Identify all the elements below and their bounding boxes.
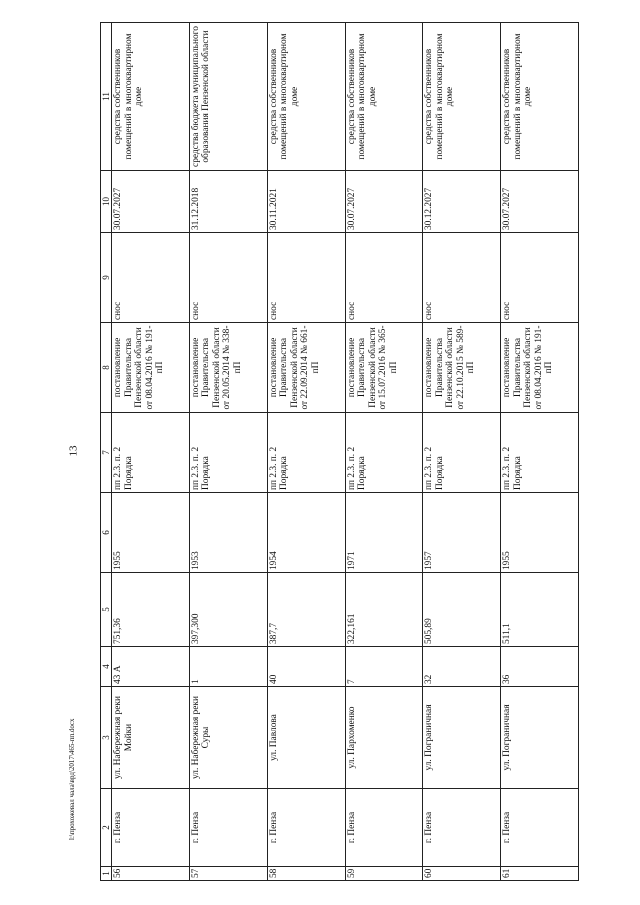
header-cell: 3 — [101, 687, 112, 789]
cell-city: г. Пенза — [189, 789, 267, 867]
table-row — [423, 23, 501, 881]
cell-city: г. Пенза — [112, 789, 190, 867]
cell-street: ул. Павлова — [267, 687, 345, 789]
table-row — [501, 23, 579, 881]
header-cell: 6 — [101, 493, 112, 573]
housing-table — [100, 22, 579, 881]
header-cell: 5 — [101, 573, 112, 647]
cell-funding: средства бюджета муниципального образования Пензенской области — [189, 23, 267, 171]
header-cell: 4 — [101, 647, 112, 687]
cell-decree: постановление Правительства Пензенской области от 22.10.2015 № 589-пП — [423, 323, 501, 413]
cell-funding: средства собственников помещений в многоквартирном доме — [423, 23, 501, 171]
cell-house: 36 — [501, 647, 579, 687]
cell-area: 322,161 — [345, 573, 423, 647]
header-cell: 8 — [101, 323, 112, 413]
cell-index: 57 — [189, 867, 267, 881]
cell-area: 511,1 — [501, 573, 579, 647]
cell-decree: постановление Правительства Пензенской области от 20.05.2014 № 338-пП — [189, 323, 267, 413]
header-cell: 7 — [101, 413, 112, 493]
cell-street: ул. Набережная реки Суры — [189, 687, 267, 789]
cell-index: 58 — [267, 867, 345, 881]
cell-date: 30.07.2027 — [501, 171, 579, 233]
cell-date: 30.07.2027 — [345, 171, 423, 233]
cell-year: 1954 — [267, 493, 345, 573]
cell-funding: средства собственников помещений в многоквартирном доме — [501, 23, 579, 171]
cell-funding: средства собственников помещений в многоквартирном доме — [267, 23, 345, 171]
header-cell: 11 — [101, 23, 112, 171]
cell-street: ул. Пограничная — [423, 687, 501, 789]
cell-city: г. Пенза — [345, 789, 423, 867]
cell-house: 40 — [267, 647, 345, 687]
cell-index: 61 — [501, 867, 579, 881]
cell-action: снос — [345, 233, 423, 323]
cell-house: 7 — [345, 647, 423, 687]
cell-funding: средства собственников помещений в многоквартирном доме — [345, 23, 423, 171]
cell-city: г. Пенза — [501, 789, 579, 867]
cell-basis: пп 2.3. п. 2 Порядка — [267, 413, 345, 493]
cell-year: 1955 — [501, 493, 579, 573]
cell-house: 32 — [423, 647, 501, 687]
cell-year: 1955 — [112, 493, 190, 573]
header-cell: 1 — [101, 867, 112, 881]
cell-index: 56 — [112, 867, 190, 881]
cell-action: снос — [267, 233, 345, 323]
cell-basis: пп 2.3. п. 2 Порядка — [501, 413, 579, 493]
cell-index: 59 — [345, 867, 423, 881]
table-row — [345, 23, 423, 881]
cell-action: снос — [189, 233, 267, 323]
cell-date: 30.11.2021 — [267, 171, 345, 233]
cell-action: снос — [501, 233, 579, 323]
cell-street: ул. Пограничная — [501, 687, 579, 789]
cell-house: 43 А — [112, 647, 190, 687]
cell-decree: постановление Правительства Пензенской области от 08.04.2016 № 191-пП — [501, 323, 579, 413]
cell-basis: пп 2.3. п. 2 Порядка — [345, 413, 423, 493]
header-cell: 2 — [101, 789, 112, 867]
cell-area: 505,89 — [423, 573, 501, 647]
cell-decree: постановление Правительства Пензенской области от 22.09.2014 № 661-пП — [267, 323, 345, 413]
cell-action: снос — [423, 233, 501, 323]
cell-year: 1957 — [423, 493, 501, 573]
cell-index: 60 — [423, 867, 501, 881]
cell-basis: пп 2.3. п. 2 Порядка — [423, 413, 501, 493]
cell-street: ул. Набережная реки Мойки — [112, 687, 190, 789]
cell-basis: пп 2.3. п. 2 Порядка — [112, 413, 190, 493]
document-table-wrapper — [100, 23, 579, 881]
cell-date: 30.07.2027 — [112, 171, 190, 233]
cell-date: 30.12.2027 — [423, 171, 501, 233]
table-row — [267, 23, 345, 881]
page-number: 13 — [67, 445, 80, 457]
cell-decree: постановление Правительства Пензенской области от 08.04.2016 № 191-пП — [112, 323, 190, 413]
header-cell: 10 — [101, 171, 112, 233]
header-cell: 9 — [101, 233, 112, 323]
table-row — [189, 23, 267, 881]
cell-city: г. Пенза — [423, 789, 501, 867]
table-row — [112, 23, 190, 881]
cell-area: 751,36 — [112, 573, 190, 647]
footer-file-path: l:\прохожевал чала\врд\2017\465-пп.docx — [68, 718, 76, 840]
cell-city: г. Пенза — [267, 789, 345, 867]
cell-street: ул. Пархоменко — [345, 687, 423, 789]
cell-action: снос — [112, 233, 190, 323]
cell-house: 1 — [189, 647, 267, 687]
cell-date: 31.12.2018 — [189, 171, 267, 233]
cell-year: 1953 — [189, 493, 267, 573]
cell-decree: постановление Правительства Пензенской области от 15.07.2016 № 365-пП — [345, 323, 423, 413]
cell-basis: пп 2.3. п. 2 Порядка — [189, 413, 267, 493]
header-row — [101, 23, 112, 881]
cell-area: 387,7 — [267, 573, 345, 647]
cell-area: 397,300 — [189, 573, 267, 647]
cell-funding: средства собственников помещений в многоквартирном доме — [112, 23, 190, 171]
cell-year: 1971 — [345, 493, 423, 573]
